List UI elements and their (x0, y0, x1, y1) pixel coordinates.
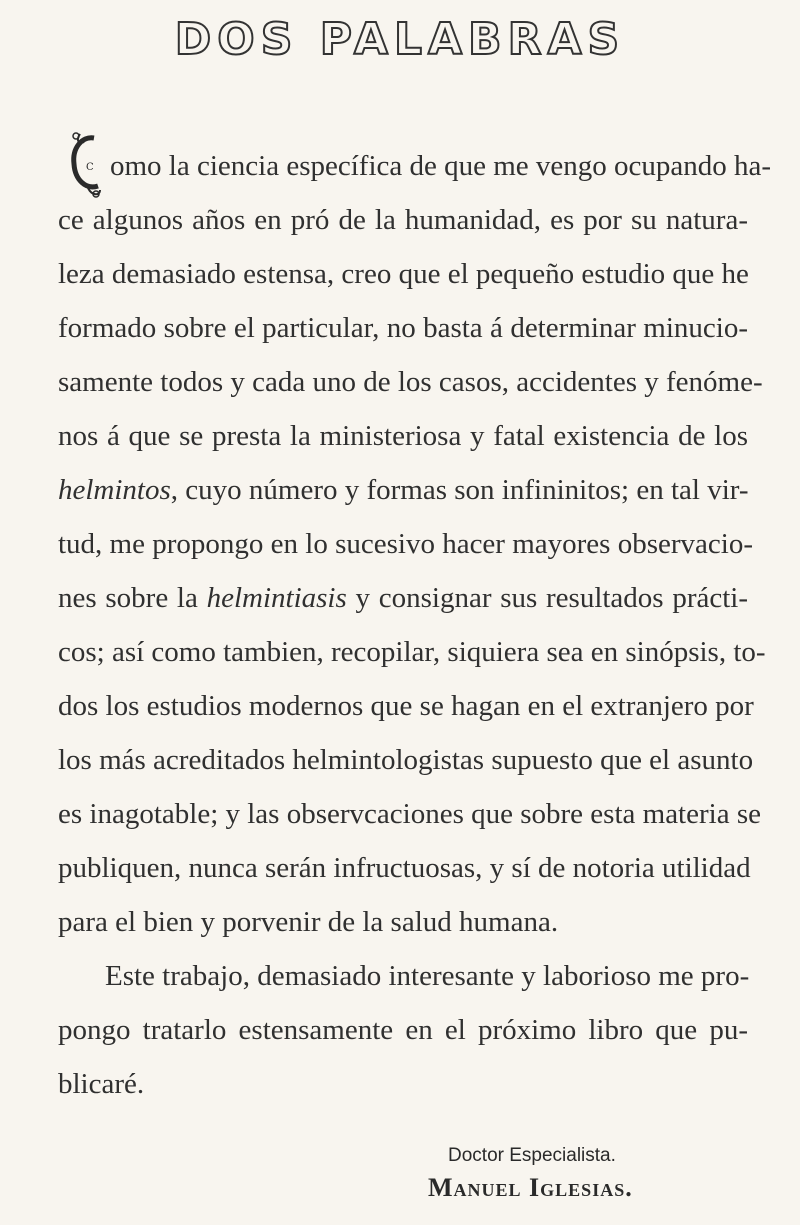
paragraph-line: los más acreditados helmintologistas supuesto que el asunto (58, 744, 754, 776)
paragraph-line: pongo tratarlo estensamente en el próximo libro que pu- (58, 1014, 748, 1046)
paragraph-line: blicaré. (58, 1068, 145, 1100)
paragraph-line: Este trabajo, demasiado interesante y laborioso me pro- (105, 960, 750, 992)
paragraph-line: nos á que se presta la ministeriosa y fatal existencia de los (58, 420, 748, 452)
line-rest: , cuyo número y formas son infininitos; en tal vir- (170, 474, 749, 506)
paragraph-line: formado sobre el particular, no basta á determinar minucio- (58, 312, 748, 344)
line-start: nes sobre la (58, 582, 207, 614)
paragraph-line-with-italic (58, 476, 748, 505)
paragraph-line: publiquen, nunca serán infructuosas, y sí de notoria utilidad (58, 852, 751, 884)
paragraph-line: omo la ciencia específica de que me vengo ocupando ha- (110, 150, 772, 182)
paragraph-line: ce algunos años en pró de la humanidad, es por su natura- (58, 204, 748, 236)
paragraph-line: dos los estudios modernos que se hagan en el extranjero por (58, 690, 754, 722)
paragraph-line: es inagotable; y las observcaciones que sobre esta materia se (58, 798, 761, 830)
signature-name: Manuel Iglesias. (428, 1173, 633, 1202)
italic-term: helmintos (58, 474, 171, 506)
paragraph-line: leza demasiado estensa, creo que el pequeño estudio que he (58, 258, 749, 290)
page-title: DOS PALABRAS (174, 14, 626, 65)
paragraph-line-with-italic (58, 584, 748, 613)
svg-text:C: C (86, 162, 94, 173)
paragraph-line: cos; así como tambien, recopilar, siquiera sea en sinópsis, to- (58, 636, 766, 668)
paragraph-line: samente todos y cada uno de los casos, accidentes y fenóme- (58, 366, 763, 398)
paragraph-line: tud, me propongo en lo sucesivo hacer mayores observacio- (58, 528, 753, 560)
line-rest: y consignar sus resultados prácti- (346, 582, 748, 614)
ornamental-dropcap-icon (66, 130, 106, 200)
signature-title: Doctor Especialista. (448, 1145, 616, 1166)
italic-term: helmintiasis (206, 582, 347, 614)
paragraph-line: para el bien y porvenir de la salud humana. (58, 906, 559, 938)
